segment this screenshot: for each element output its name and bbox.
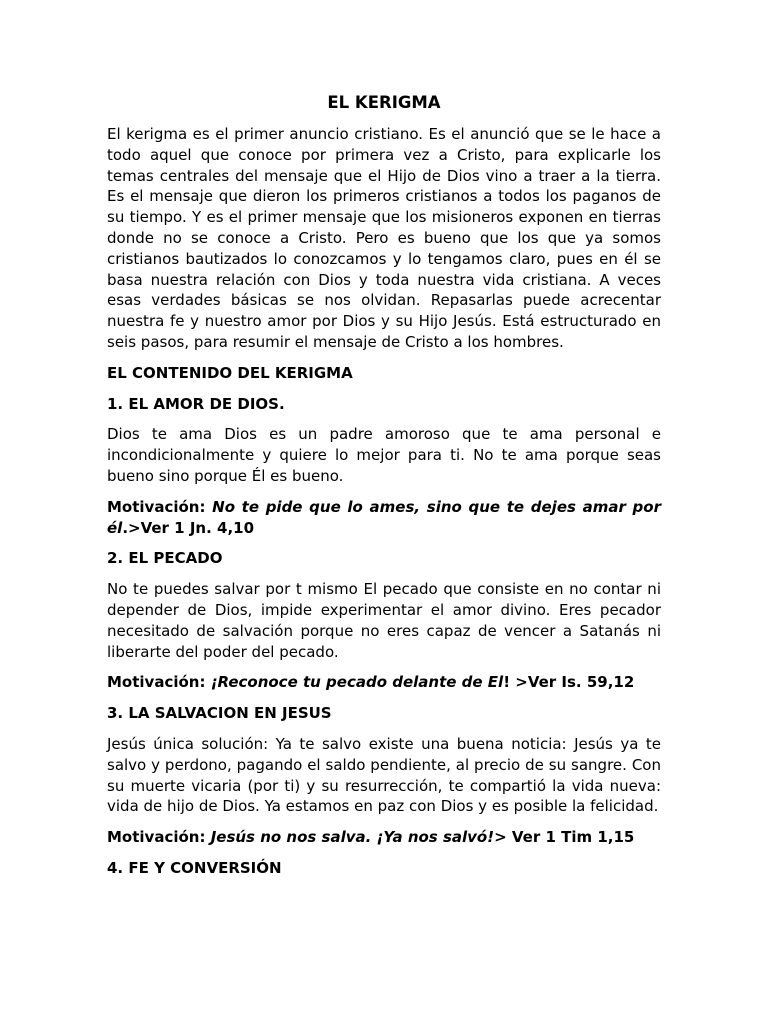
- section-heading: 2. EL PECADO: [107, 549, 223, 568]
- section-body: No te puedes salvar por t mismo El pecado que consiste en no contar ni depender de Dios, impide experimentar el amor divino. Eres pecador necesitado de salvación porque no eres capaz de vencer a Satanás ni liberarte del poder del pecado.: [107, 580, 661, 661]
- section-heading: 3. LA SALVACION EN JESUS: [107, 704, 332, 723]
- motivation-quote: ¡Reconoce tu pecado delante de El: [210, 673, 504, 692]
- motivation-label: Motivación:: [107, 828, 211, 847]
- motivation-quote: Jesús no nos salva. ¡Ya nos salvó!: [210, 828, 495, 847]
- motivation-line: [107, 497, 661, 539]
- motivation-reference: ! >Ver Is. 59,12: [503, 673, 635, 692]
- document-title: EL KERIGMA: [327, 93, 441, 112]
- section-heading: 1. EL AMOR DE DIOS.: [107, 394, 285, 413]
- motivation-reference: .>Ver 1 Jn. 4,10: [122, 518, 255, 537]
- section-body: Jesús única solución: Ya te salvo existe una buena noticia: Jesús ya te salvo y perdono, pagando el saldo pendiente, al precio de su sangre. Con su muerte vicaria (por ti) y su resurrección, te compartió la vida nueva: vida de hijo de Dios. Ya estamos en paz con Dios y es posible la felicidad.: [107, 734, 661, 816]
- intro-paragraph: El kerigma es el primer anuncio cristiano. Es el anunció que se le hace a todo aquel que conoce por primera vez a Cristo, para explicarle los temas centrales del mensaje que el Hijo de Dios vino a traer a la tierra. Es el mensaje que dieron los primeros cristianos a todos los paganos de su tiempo. Y es el primer mensaje que los misioneros exponen en tierras donde no se conoce a Cristo. Pero es bueno que los que ya somos cristianos bautizados lo conozcamos y lo tengamos claro, pues en él se basa nuestra relación con Dios y toda nuestra vida cristiana. A veces esas verdades básicas se nos olvidan. Repasarlas puede acrecentar nuestra fe y nuestro amor por Dios y su Hijo Jesús. Está estructurado en seis pasos, para resumir el mensaje de Cristo a los hombres.: [107, 125, 661, 351]
- motivation-reference: > Ver 1 Tim 1,15: [494, 828, 635, 847]
- motivation-quote: No te pide que lo ames, sino que te dejes amar por él: [107, 497, 661, 537]
- motivation-label: Motivación:: [107, 673, 211, 692]
- contents-heading: EL CONTENIDO DEL KERIGMA: [107, 363, 353, 382]
- section-heading: 4. FE Y CONVERSIÓN: [107, 858, 282, 877]
- motivation-label: Motivación:: [107, 497, 213, 516]
- section-body: Dios te ama Dios es un padre amoroso que te ama personal e incondicionalmente y quiere lo mejor para ti. No te ama porque seas bueno sino porque Él es bueno.: [107, 425, 661, 485]
- motivation-line: [107, 672, 661, 693]
- motivation-line: [107, 827, 661, 848]
